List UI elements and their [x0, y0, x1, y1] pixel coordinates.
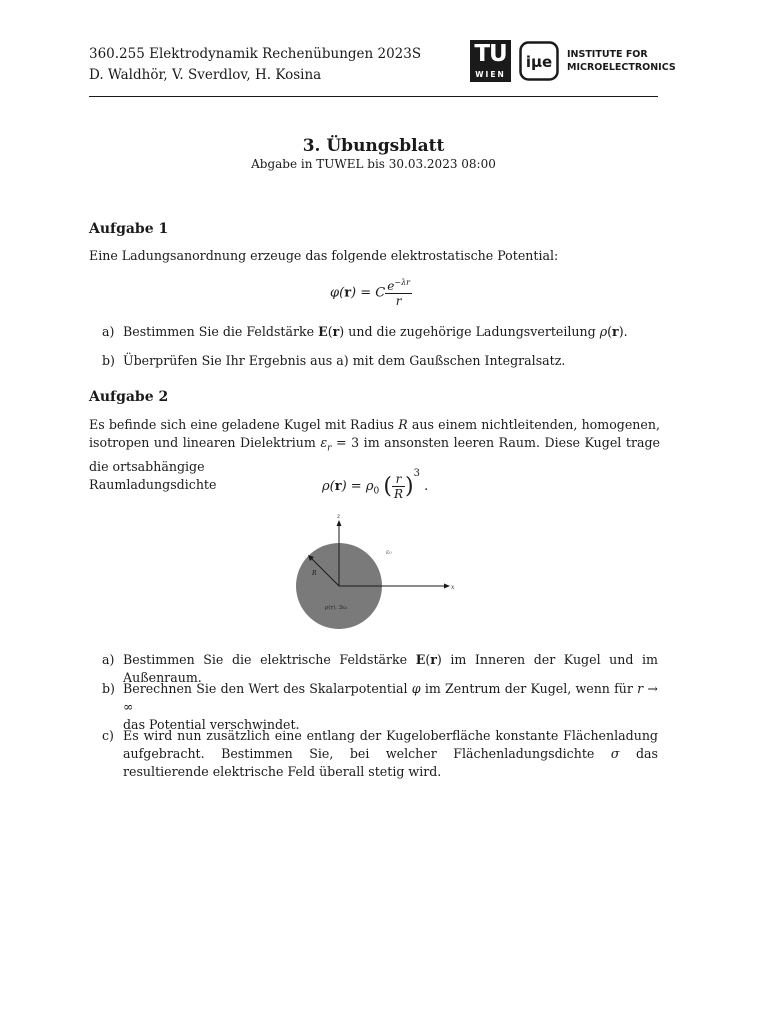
institute-name: INSTITUTE FOR MICROELECTRONICS: [567, 49, 676, 73]
task1-intro: Eine Ladungsanordnung erzeuge das folgende elektrostatische Potential:: [89, 248, 559, 263]
course-title: 360.255 Elektrodynamik Rechenübungen 2023S: [89, 46, 422, 62]
tu-wien-logo: TU WIEN: [470, 40, 511, 82]
z-label: z: [337, 513, 341, 520]
task2-intro: Es befinde sich eine geladene Kugel mit Radius R aus einem nichtleitenden, homogenen, isotropen und linearen Dielektrium $\varepsilon_r = 3$ im ansonsten leeren Raum. Diese Kugel trage die ortsabhängige Raumladungsdichte: [89, 417, 660, 492]
rho-label: ρ(r), 3ε₀: [325, 605, 348, 611]
task1-heading: Aufgabe 1: [89, 221, 169, 237]
task2-density-equation: $\rho(r) = \rho_0$ ( $\frac{r}{R}$ )$^3$ .: [322, 468, 429, 501]
iue-logo-text: iμe: [525, 53, 553, 71]
sphere-figure: [289, 512, 459, 637]
header-rule: [89, 96, 658, 97]
sheet-title: 3. Übungsblatt: [302, 136, 445, 156]
task1-potential-equation: φ(r) = C $\frac{e^{-\lambda r}}{r}$: [330, 278, 410, 308]
authors: D. Waldhör, V. Sverdlov, H. Kosina: [89, 67, 322, 83]
eps0-label: ε₀: [386, 549, 392, 556]
sheet-subtitle: Abgabe in TUWEL bis 30.03.2023 08:00: [251, 157, 496, 171]
iue-logo: [519, 41, 559, 81]
document-header: [89, 44, 421, 86]
radius-label: R: [312, 570, 317, 577]
x-label: x: [451, 584, 455, 591]
logo-group: [470, 40, 676, 82]
task2-heading: Aufgabe 2: [89, 389, 169, 405]
